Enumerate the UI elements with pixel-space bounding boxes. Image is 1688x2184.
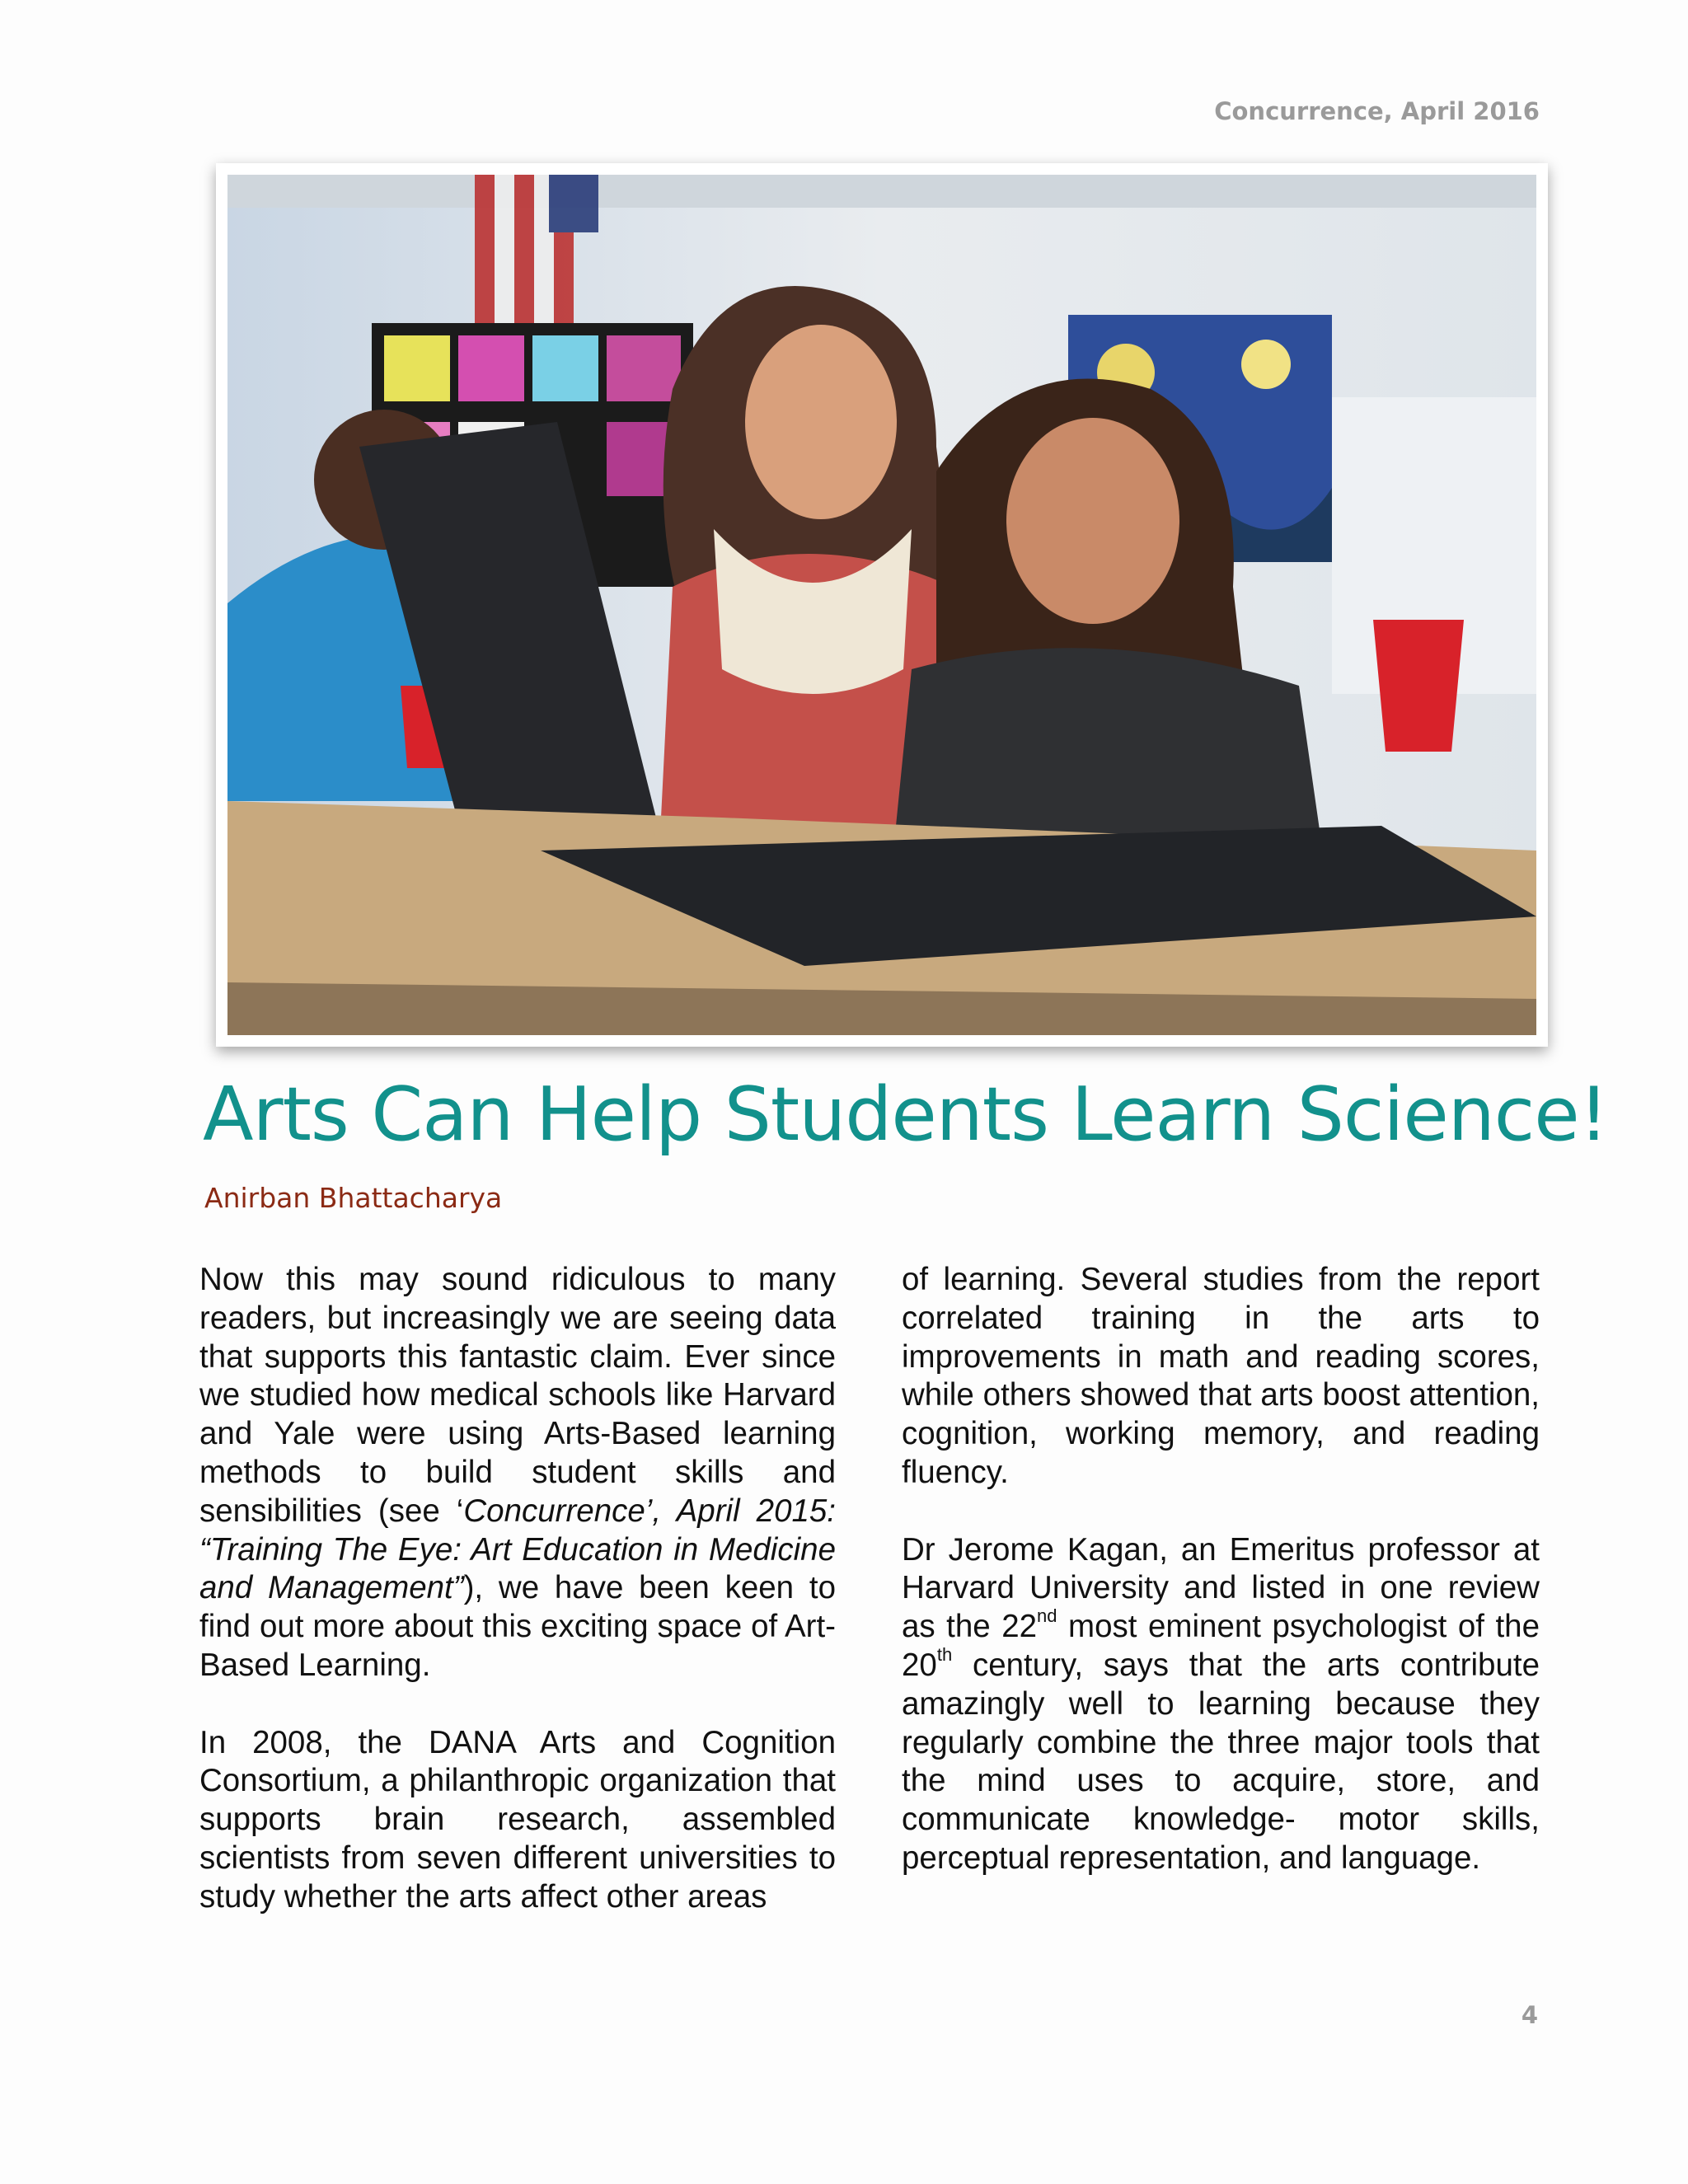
ordinal-superscript: th <box>936 1644 953 1666</box>
paragraph-2: In 2008, the DANA Arts and Cognition Consortium, a philanthropic organization that supports brain research, assembled scientists from seven different universities to study whether the arts affect other areas <box>199 1724 836 1915</box>
paragraph-2-continued: of learning. Several studies from the report correlated training in the arts to improvements in math and reading scores, while others showed that arts boost attention, cognition, working memory, and reading fluency. <box>902 1262 1540 1490</box>
ordinal-superscript: nd <box>1037 1605 1057 1627</box>
publication-header: Concurrence, April 2016 <box>1214 97 1540 125</box>
article-photo-frame <box>216 163 1548 1047</box>
paragraph-3 <box>902 1531 1540 1878</box>
paragraph-3-text: Dr Jerome Kagan, an Emeritus professor at Harvard University and listed in one review as the 22 <box>902 1531 1540 1645</box>
article-column-left <box>199 1261 836 1955</box>
paragraph-1-text: Now this may sound ridiculous to many readers, but increasingly we are seeing data that supports this fantastic claim. Ever since we studied how medical schools like Harvard and Yale were using Arts-Based learning methods to build student skills and sensibilities (see ‘ <box>199 1262 836 1529</box>
paragraph-3-text-mid: most eminent psychologist of the 20 <box>902 1609 1540 1683</box>
paragraph-1 <box>199 1261 836 1685</box>
paragraph-3-text-end: century, says that the arts contribute amazingly well to learning because they regularly combine the three major tools that the mind uses to acquire, store, and communicate knowledge- motor skills, perceptual representation, and language. <box>902 1647 1540 1876</box>
article-title: Arts Can Help Students Learn Science! <box>203 1071 1608 1158</box>
article-author: Anirban Bhattacharya <box>204 1182 503 1214</box>
page-number: 4 <box>1521 2001 1538 2029</box>
paragraph-1-reference: Concurrence’, April 2015: “Training The Eye: Art Education in Medicine and Management” <box>199 1493 837 1606</box>
classroom-photo <box>227 175 1536 1035</box>
article-column-right <box>902 1261 1540 1917</box>
classroom-photo-illustration <box>227 175 1536 1035</box>
paragraph-1-text-end: ), we have been keen to find out more about this exciting space of Art-Based Learning. <box>199 1570 836 1683</box>
